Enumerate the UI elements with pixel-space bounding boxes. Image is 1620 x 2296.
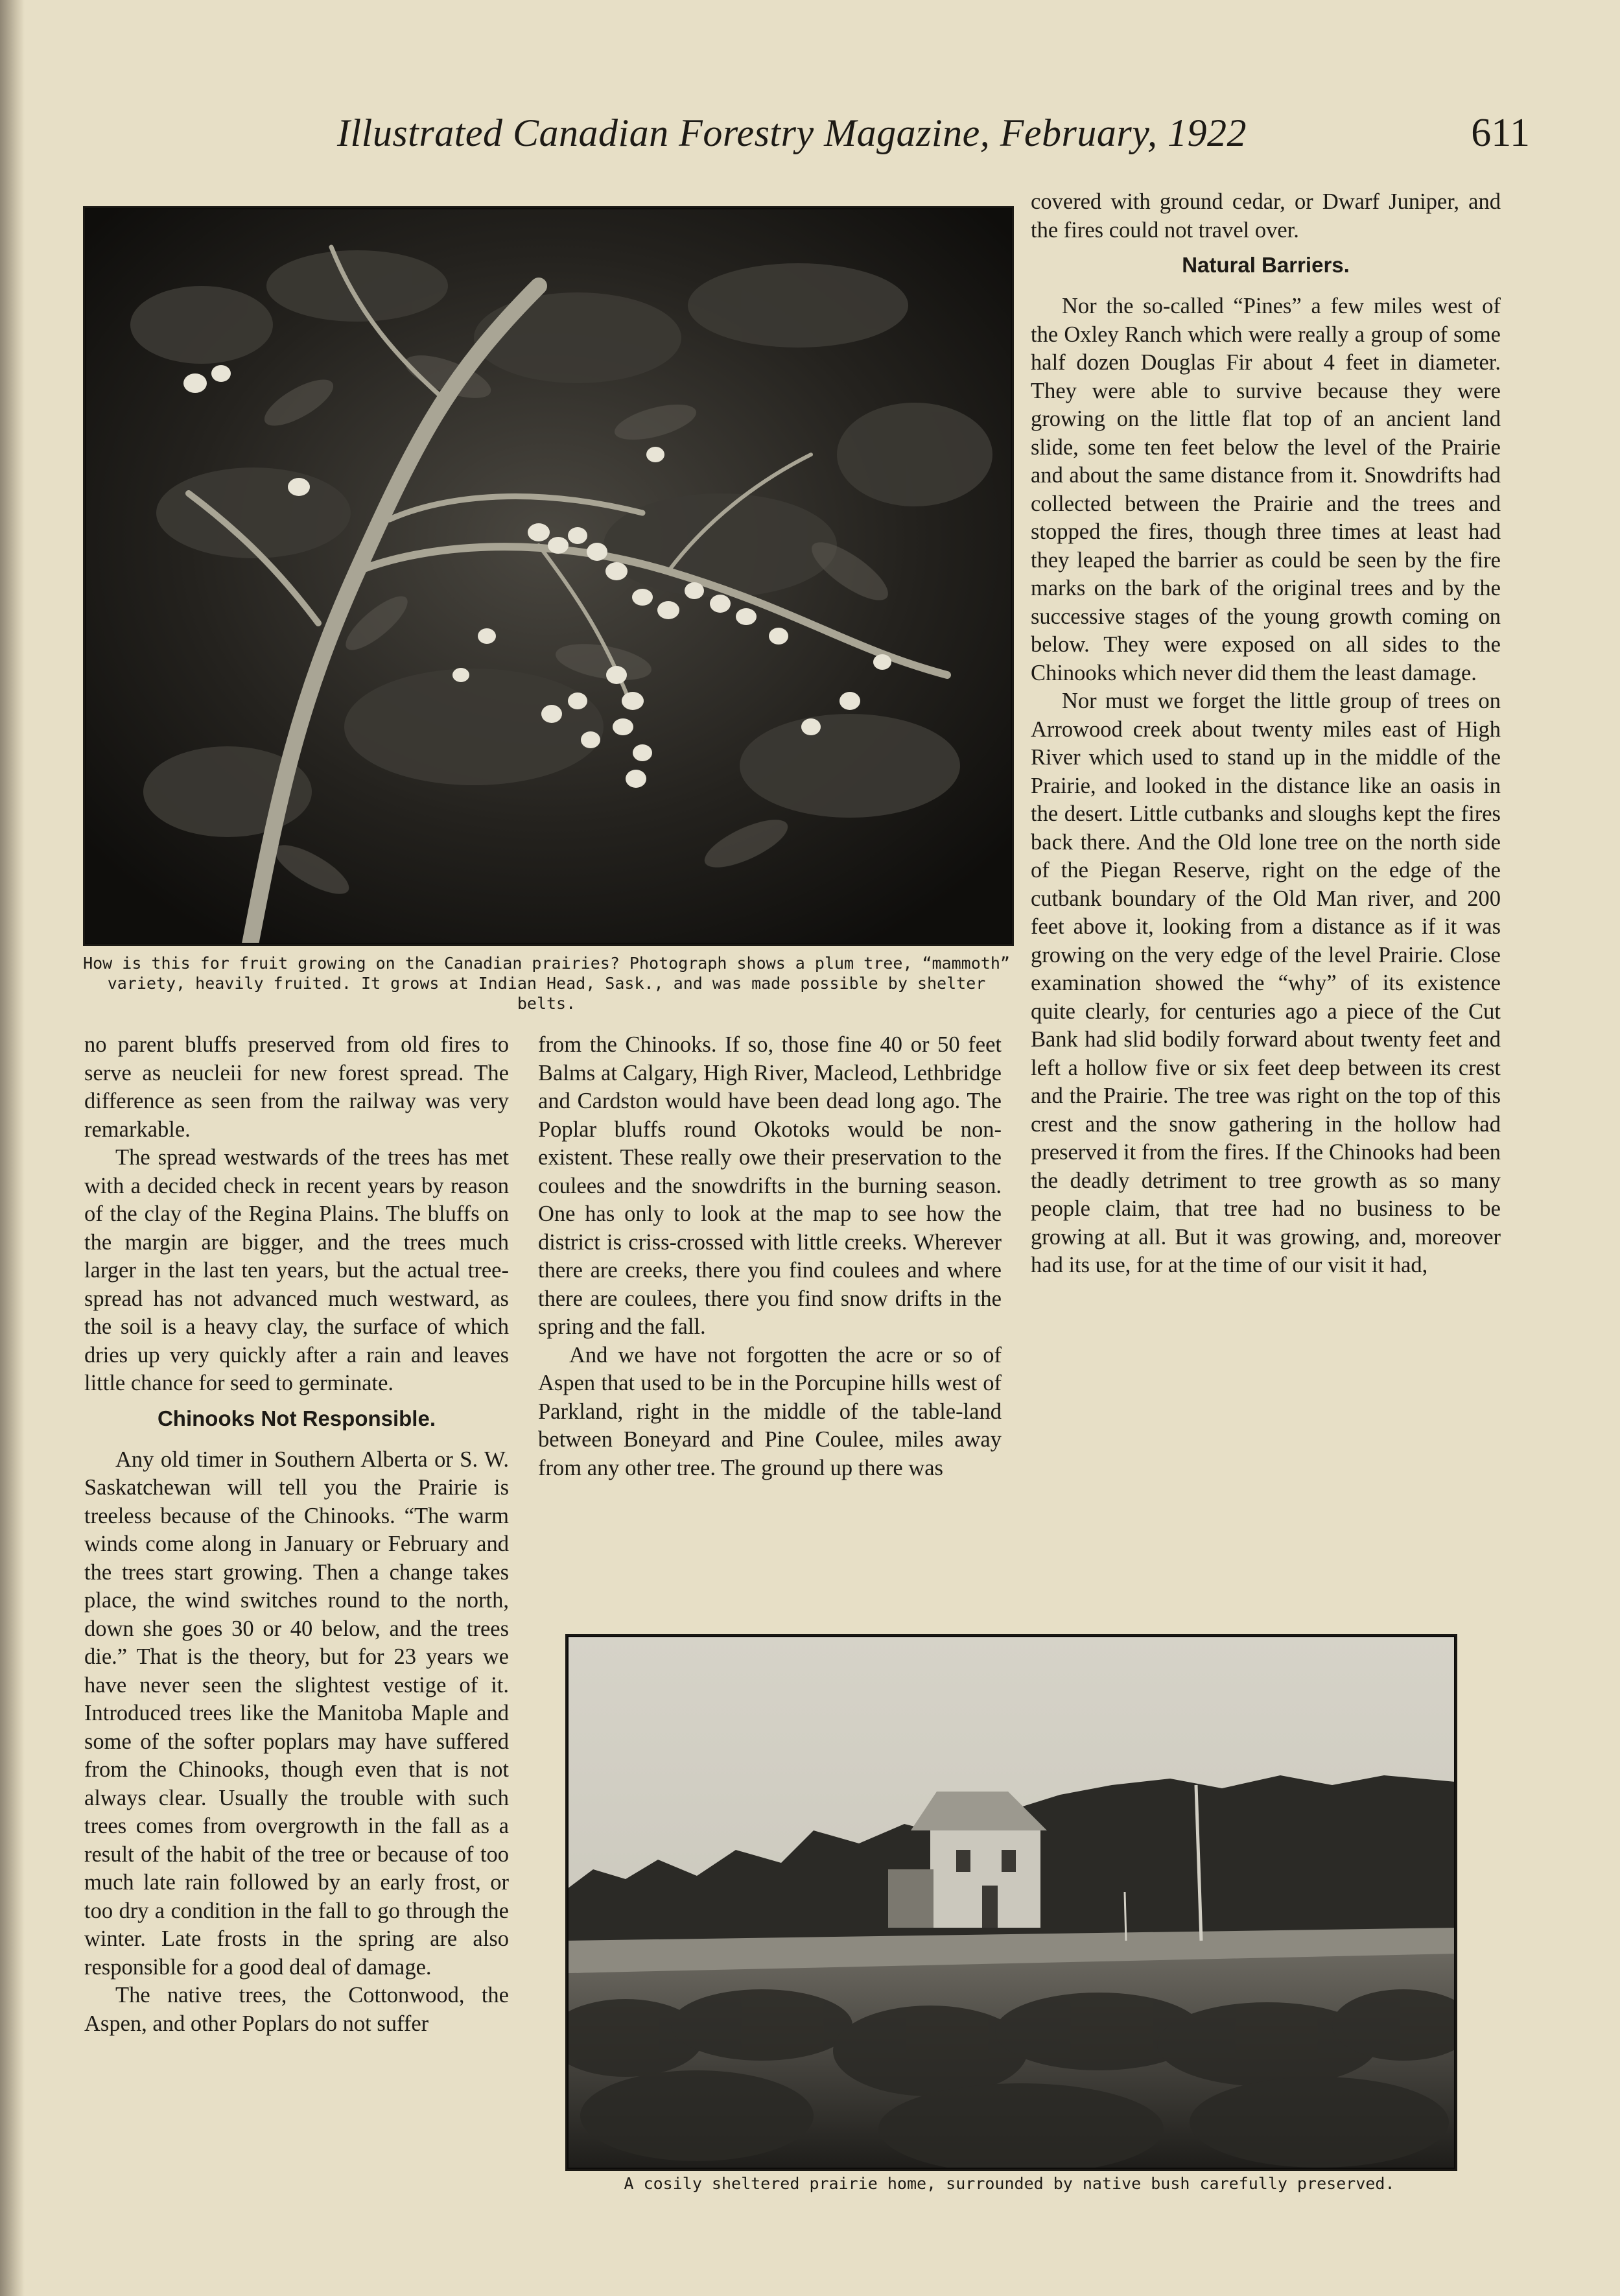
paragraph: Any old timer in Southern Alberta or S. W. Saskatchewan will tell you the Prairie is treeless because of the Chinooks. “The warm winds come along in January or February and the trees start growing. Then a change takes place, the wind switches round to the north, down she goes 30 or 40 below, and the trees die.” That is the theory, but for 23 years we have never seen the slightest vestige of it. Introduced trees like the Manitoba Maple and some of the softer poplars may have suffered from the Chinooks, though even that is not always clear. Usually the trouble with such trees comes from overgrowth in the fall as a result of the habit of the tree or because of too much late rain followed by an early frost, or too dry a condition in the fall to go through the winter. Late frosts in the spring are also responsible for a good deal of damage. <box>84 1447 509 1980</box>
prairie-home-image <box>567 1636 1455 2169</box>
prairie-home-photo <box>565 1634 1457 2171</box>
paragraph: Nor must we forget the little group of trees on Arrowood creek about twenty miles east of High River which used to stand up in the middle of the Prairie, and looked in the distance like an oasis in the desert. Little cutbanks and sloughs kept the fires back there. And the Old lone tree on the north side of the Piegan Reserve, right on the edge of the cutbank boundary of the Old Man river, and 200 feet above it, looking from a distance as if it was growing on the very edge of the level Prairie. Close examination showed the “why” of its existence quite clearly, for centuries ago a piece of the Cut Bank had slid bodily forward about twenty feet and left a hollow five or six feet deep between its crest and the Prairie. The tree was right on the top of this crest and the snow gathering in the hollow had preserved it from the fires. If the Chinooks had been the deadly detriment to tree growth as so many people claim, that tree had no business to be growing at all. But it was growing, and, moreover had its use, for at the time of our visit it had, <box>1031 689 1501 1277</box>
page-number: 611 <box>1471 111 1530 155</box>
paragraph: covered with ground cedar, or Dwarf Juniper, and the fires could not travel over. <box>1031 189 1501 243</box>
magazine-title: Illustrated Canadian Forestry Magazine, February, 1922 <box>337 112 1247 154</box>
section-heading-natural-barriers: Natural Barriers. <box>1182 253 1350 277</box>
paragraph: Nor the so-called “Pines” a few miles west of the Oxley Ranch which were really a group of some half dozen Douglas Fir about 4 feet in diameter. They were able to survive because they were growing on the little flat top of an ancient land slide, some ten feet below the level of the Prairie and about the same distance from it. Snowdrifts had collected between the Prairie and the trees and stopped the fires, though three times at least had they leaped the barrier as could be seen by the fire marks on the bark of the original trees and by the successive stages of the young growth coming on below. They were exposed on all sides to the Chinooks which never did them the least damage. <box>1031 294 1501 685</box>
home-photo-caption: A cosily sheltered prairie home, surrounded by native bush carefully preserved. <box>624 2174 1395 2193</box>
section-heading-chinooks: Chinooks Not Responsible. <box>157 1406 436 1430</box>
article-column-1 <box>84 1031 509 2038</box>
plum-tree-image <box>85 208 1012 944</box>
paragraph: no parent bluffs preserved from old fires to serve as neucleii for new forest spread. The difference as seen from the railway was very remarkable. <box>84 1032 509 1142</box>
paragraph: The spread westwards of the trees has met with a decided check in recent years by reason of the clay of the Regina Plains. The bluffs on the margin are bigger, and the trees much larger in the last ten years, but the actual tree-spread has not advanced much westward, as the soil is a heavy clay, the surface of which dries up very quickly after a rain and leaves little chance for seed to germinate. <box>84 1145 509 1395</box>
article-column-2 <box>538 1031 1002 1482</box>
running-header <box>337 110 1530 169</box>
plum-tree-photo <box>83 206 1014 946</box>
paragraph: from the Chinooks. If so, those fine 40 or 50 feet Balms at Calgary, High River, Macleod, Lethbridge and Cardston would have been dead long ago. The Poplar bluffs round Okotoks would be non-existent. These really owe their preservation to the coulees and the snowdrifts in the burning season. One has only to look at the map to see how the district is criss-crossed with little creeks. Wherever there are creeks, there you find coulees and where there are coulees, there you find snow drifts in the spring and the fall. <box>538 1032 1002 1339</box>
page-binding-edge <box>0 0 25 2296</box>
article-column-3 <box>1031 188 1501 1280</box>
paragraph: The native trees, the Cottonwood, the Aspen, and other Poplars do not suffer <box>84 1983 509 2036</box>
plum-photo-caption: How is this for fruit growing on the Canadian prairies? Photograph shows a plum tree, “mammoth” variety, heavily fruited. It grows at Indian Head, Sask., and was made possible by shelter belts. <box>83 954 1010 1013</box>
paragraph: And we have not forgotten the acre or so of Aspen that used to be in the Porcupine hills west of Parkland, right in the middle of the table-land between Boneyard and Pine Coulee, miles away from any other tree. The ground up there was <box>538 1342 1002 1480</box>
